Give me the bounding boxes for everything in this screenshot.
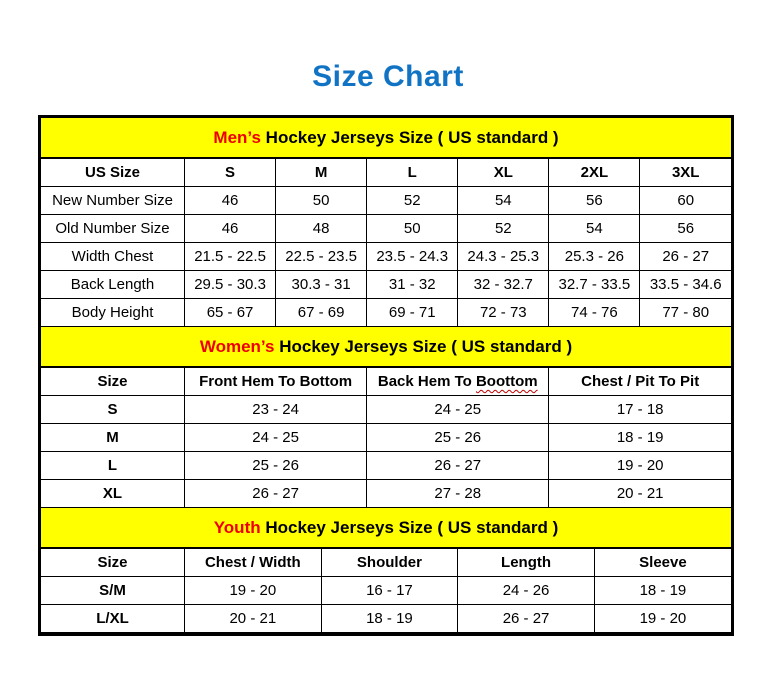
section-heading-text: Hockey Jerseys Size ( US standard ) xyxy=(260,128,559,147)
column-header: Chest / Pit To Pit xyxy=(549,368,731,396)
column-header: Back Hem To Boottom xyxy=(367,368,549,396)
size-value-cell: 48 xyxy=(276,215,367,243)
column-header: US Size xyxy=(41,159,185,187)
size-value-cell: 24 - 25 xyxy=(367,396,549,424)
size-value-cell: 74 - 76 xyxy=(549,299,640,327)
size-value-cell: 19 - 20 xyxy=(549,452,731,480)
size-value-cell: 25.3 - 26 xyxy=(549,243,640,271)
size-value-cell: 33.5 - 34.6 xyxy=(640,271,731,299)
section-heading-highlight: Youth xyxy=(213,518,261,537)
row-label: L/XL xyxy=(41,605,185,633)
table-row xyxy=(41,424,731,452)
header-row xyxy=(41,549,731,577)
size-value-cell: 32 - 32.7 xyxy=(458,271,549,299)
section-heading-youth xyxy=(41,508,731,548)
size-value-cell: 23 - 24 xyxy=(185,396,367,424)
section-heading-womens xyxy=(41,327,731,367)
row-label: Body Height xyxy=(41,299,185,327)
size-chart-block xyxy=(38,115,734,636)
row-label: S xyxy=(41,396,185,424)
size-value-cell: 54 xyxy=(458,187,549,215)
table-row xyxy=(41,243,731,271)
table-row xyxy=(41,215,731,243)
column-header: Sleeve xyxy=(594,549,731,577)
size-value-cell: 65 - 67 xyxy=(185,299,276,327)
size-value-cell: 19 - 20 xyxy=(185,577,322,605)
size-value-cell: 24 - 26 xyxy=(458,577,595,605)
womens-size-table xyxy=(41,367,731,508)
size-value-cell: 18 - 19 xyxy=(549,424,731,452)
size-value-cell: 18 - 19 xyxy=(594,577,731,605)
table-row xyxy=(41,577,731,605)
size-value-cell: 52 xyxy=(458,215,549,243)
size-value-cell: 16 - 17 xyxy=(321,577,458,605)
mens-size-table xyxy=(41,158,731,327)
table-row xyxy=(41,452,731,480)
page-title: Size Chart xyxy=(312,60,464,93)
column-header: Size xyxy=(41,549,185,577)
size-value-cell: 30.3 - 31 xyxy=(276,271,367,299)
size-value-cell: 46 xyxy=(185,215,276,243)
column-header: Front Hem To Bottom xyxy=(185,368,367,396)
section-heading-text: Hockey Jerseys Size ( US standard ) xyxy=(260,518,559,537)
size-value-cell: 26 - 27 xyxy=(367,452,549,480)
size-value-cell: 20 - 21 xyxy=(549,480,731,508)
size-value-cell: 25 - 26 xyxy=(367,424,549,452)
size-value-cell: 18 - 19 xyxy=(321,605,458,633)
table-row xyxy=(41,187,731,215)
size-value-cell: 17 - 18 xyxy=(549,396,731,424)
size-value-cell: 60 xyxy=(640,187,731,215)
row-label: L xyxy=(41,452,185,480)
misspelled-word: Boottom xyxy=(475,373,538,390)
column-header: S xyxy=(185,159,276,187)
table-row xyxy=(41,480,731,508)
column-header: Shoulder xyxy=(321,549,458,577)
size-value-cell: 46 xyxy=(185,187,276,215)
table-row xyxy=(41,299,731,327)
size-value-cell: 56 xyxy=(640,215,731,243)
size-value-cell: 26 - 27 xyxy=(640,243,731,271)
section-heading-text: Hockey Jerseys Size ( US standard ) xyxy=(274,337,573,356)
table-row xyxy=(41,396,731,424)
size-value-cell: 19 - 20 xyxy=(594,605,731,633)
row-label: New Number Size xyxy=(41,187,185,215)
row-label: XL xyxy=(41,480,185,508)
row-label: S/M xyxy=(41,577,185,605)
size-value-cell: 50 xyxy=(367,215,458,243)
size-value-cell: 50 xyxy=(276,187,367,215)
row-label: Back Length xyxy=(41,271,185,299)
size-value-cell: 67 - 69 xyxy=(276,299,367,327)
size-value-cell: 31 - 32 xyxy=(367,271,458,299)
section-heading-highlight: Women’s xyxy=(199,337,275,356)
youth-size-table xyxy=(41,548,731,633)
column-header: 2XL xyxy=(549,159,640,187)
column-header: L xyxy=(367,159,458,187)
column-header: XL xyxy=(458,159,549,187)
size-value-cell: 25 - 26 xyxy=(185,452,367,480)
size-value-cell: 26 - 27 xyxy=(458,605,595,633)
size-value-cell: 54 xyxy=(549,215,640,243)
row-label: Width Chest xyxy=(41,243,185,271)
size-value-cell: 52 xyxy=(367,187,458,215)
row-label: Old Number Size xyxy=(41,215,185,243)
row-label: M xyxy=(41,424,185,452)
column-header: Chest / Width xyxy=(185,549,322,577)
header-row xyxy=(41,368,731,396)
table-row xyxy=(41,271,731,299)
size-value-cell: 21.5 - 22.5 xyxy=(185,243,276,271)
size-value-cell: 26 - 27 xyxy=(185,480,367,508)
size-value-cell: 72 - 73 xyxy=(458,299,549,327)
size-value-cell: 32.7 - 33.5 xyxy=(549,271,640,299)
table-row xyxy=(41,605,731,633)
column-header: Length xyxy=(458,549,595,577)
size-value-cell: 22.5 - 23.5 xyxy=(276,243,367,271)
size-value-cell: 27 - 28 xyxy=(367,480,549,508)
section-heading-highlight: Men’s xyxy=(213,128,261,147)
column-header: M xyxy=(276,159,367,187)
size-value-cell: 20 - 21 xyxy=(185,605,322,633)
size-value-cell: 69 - 71 xyxy=(367,299,458,327)
column-header: 3XL xyxy=(640,159,731,187)
size-value-cell: 23.5 - 24.3 xyxy=(367,243,458,271)
column-header: Size xyxy=(41,368,185,396)
size-value-cell: 24.3 - 25.3 xyxy=(458,243,549,271)
section-heading-mens xyxy=(41,118,731,158)
size-value-cell: 29.5 - 30.3 xyxy=(185,271,276,299)
size-value-cell: 24 - 25 xyxy=(185,424,367,452)
size-value-cell: 77 - 80 xyxy=(640,299,731,327)
size-value-cell: 56 xyxy=(549,187,640,215)
header-row xyxy=(41,159,731,187)
